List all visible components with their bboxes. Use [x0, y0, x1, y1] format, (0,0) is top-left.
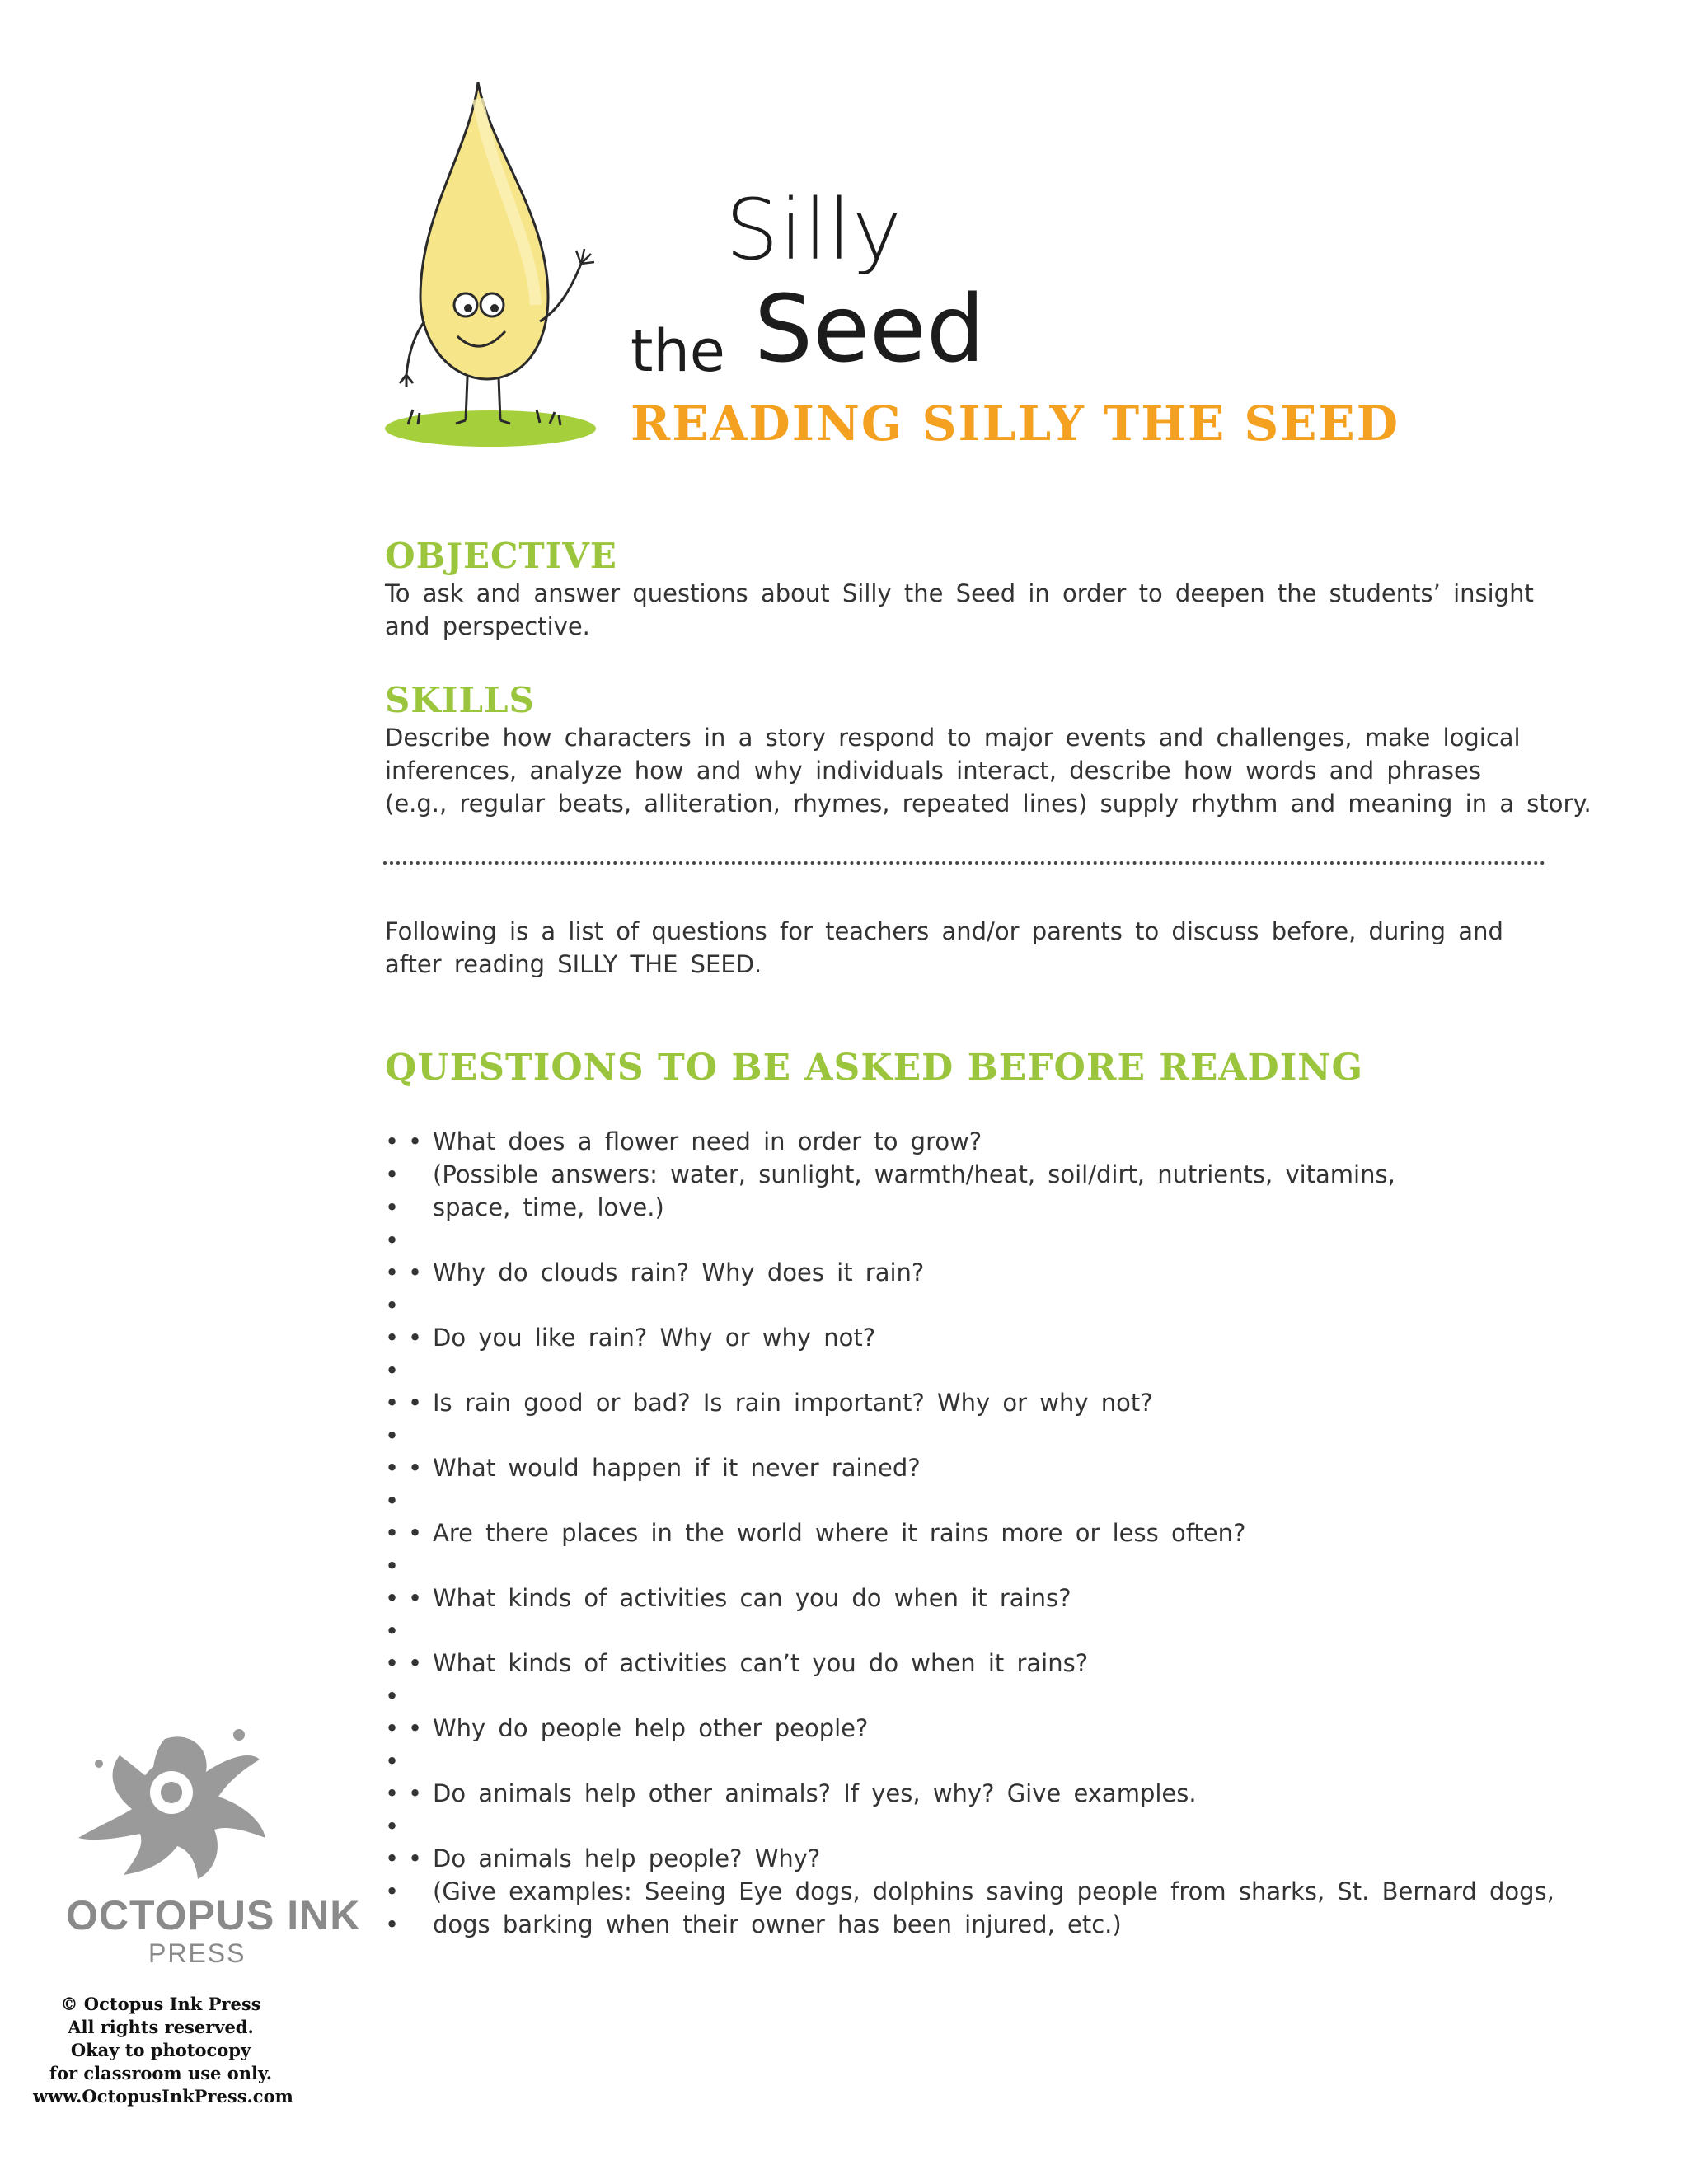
question-spacer: • — [385, 1291, 400, 1319]
question-spacer: • — [385, 1552, 400, 1580]
objective-line: To ask and answer questions about Silly the Seed in order to deepen the students’ insight — [385, 579, 1534, 607]
question-spacer: • — [385, 1226, 400, 1254]
objective-heading: OBJECTIVE — [385, 536, 617, 576]
brand-name: OCTOPUS INK — [66, 1892, 361, 1938]
brand-subtitle: PRESS — [148, 1938, 246, 1968]
copyright-line: for classroom use only. — [49, 2063, 273, 2083]
question-row: • • Is rain good or bad? Is rain important? Why or why not? — [385, 1389, 1153, 1417]
seed-character-illustration — [375, 74, 606, 453]
skills-line: Describe how characters in a story respond to major events and challenges, make logical — [385, 724, 1521, 752]
octopus-ink-logo-icon — [74, 1714, 272, 1887]
question-spacer: • — [385, 1487, 400, 1515]
question-spacer: • — [385, 1617, 400, 1645]
skills-line: (e.g., regular beats, alliteration, rhymes, repeated lines) supply rhythm and meaning in a story. — [385, 790, 1592, 818]
title-silly: Silly — [725, 181, 903, 279]
question-row: • • What would happen if it never rained? — [385, 1454, 921, 1482]
question-spacer: • — [385, 1747, 400, 1775]
intro-line: after reading SILLY THE SEED. — [385, 950, 762, 978]
question-row: • (Possible answers: water, sunlight, warmth/heat, soil/dirt, nutrients, vitamins, — [385, 1160, 1395, 1188]
question-row: • • Why do people help other people? — [385, 1714, 869, 1742]
subtitle: READING SILLY THE SEED — [631, 396, 1400, 452]
title-seed: Seed — [754, 276, 985, 383]
copyright-line: All rights reserved. — [68, 2017, 254, 2037]
title-the: the — [631, 317, 725, 385]
question-row: • dogs barking when their owner has been injured, etc.) — [385, 1910, 1122, 1938]
question-spacer: • — [385, 1682, 400, 1710]
question-row: • • Do animals help people? Why? — [385, 1844, 821, 1872]
intro-line: Following is a list of questions for teachers and/or parents to discuss before, during and — [385, 917, 1503, 945]
objective-text — [385, 577, 1534, 643]
skills-text — [385, 721, 1592, 820]
question-row: • • What does a flower need in order to grow? — [385, 1127, 982, 1155]
dotted-divider — [383, 861, 1545, 865]
question-spacer: • — [385, 1422, 400, 1450]
seed-arm-left — [400, 321, 424, 387]
copyright-notice — [33, 1993, 293, 2108]
skills-heading: SKILLS — [385, 680, 535, 720]
question-spacer: • — [385, 1812, 400, 1840]
question-row: • • What kinds of activities can you do when it rains? — [385, 1584, 1071, 1612]
questions-list — [385, 1125, 1554, 1941]
questions-heading: QUESTIONS TO BE ASKED BEFORE READING — [385, 1047, 1364, 1089]
question-row: • • Do animals help other animals? If yes, why? Give examples. — [385, 1779, 1197, 1807]
question-row: • • Why do clouds rain? Why does it rain? — [385, 1258, 925, 1286]
grass-patch — [385, 410, 596, 447]
objective-line: and perspective. — [385, 612, 590, 640]
copyright-line: Okay to photocopy — [70, 2040, 251, 2060]
question-row: • • Are there places in the world where it rains more or less often? — [385, 1519, 1246, 1547]
question-row: • • What kinds of activities can’t you do when it rains? — [385, 1649, 1089, 1677]
website-link[interactable]: www.OctopusInkPress.com — [33, 2086, 293, 2107]
copyright-line: © Octopus Ink Press — [60, 1994, 261, 2014]
question-row: • • Do you like rain? Why or why not? — [385, 1324, 876, 1352]
question-row: • space, time, love.) — [385, 1193, 664, 1221]
question-row: • (Give examples: Seeing Eye dogs, dolphins saving people from sharks, St. Bernard dogs, — [385, 1877, 1554, 1905]
intro-text — [385, 915, 1503, 981]
question-spacer: • — [385, 1357, 400, 1385]
skills-line: inferences, analyze how and why individuals interact, describe how words and phrases — [385, 757, 1481, 785]
